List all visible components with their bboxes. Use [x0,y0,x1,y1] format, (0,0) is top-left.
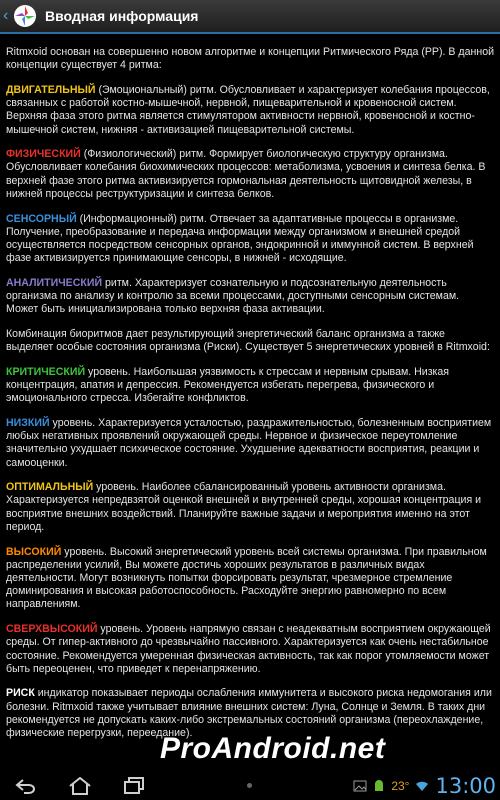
level-text: уровень. Наиболее сбалансированный уровень активности организма. Характеризуется непредвзятой оценкой внешней и внутренней среды, хорошая концентрация и восприятие внешних воздействий. Планируйте важные задачи и мероприятия именно на этот период. [6,481,482,533]
action-bar [0,0,500,34]
android-icon [373,779,385,793]
app-logo-icon[interactable] [13,4,37,28]
rhythm-sensory [6,213,494,266]
level-name: КРИТИЧЕСКИЙ [6,365,86,378]
risk-name: РИСК [6,687,35,700]
risk-text: индикатор показывает периоды ослабления иммунитета и высокого риска недомогания или болезни. Ritmxoid также учитывает влияние внешних систем: Луна, Солнце и Земля. В таких дни рекомендуется не допускать каких-либо экстремальных состояний организма (переохлаждение, физические перегрузки, переедание). [6,687,492,740]
info-content [6,46,494,752]
rhythm-text: (Эмоциональный) ритм. Обусловливает и характеризует колебания процессов, связанных с работой костно-мышечной, нервной, пищеварительной и кровеносной систем. Верхняя фаза этого ритма является стимулятором активности нервной, кровеносной и костно-мышечной систем, нижняя - активизацией пищеварительной системы. [6,83,490,136]
level-high [6,546,494,612]
home-icon[interactable] [62,774,98,798]
temperature: 23° [391,779,410,793]
rhythm-text: ритм. Характеризует сознательную и подсознательную деятельность организма по анализу и контролю за всеми процессами, доступными сенсорным системам. Может быть инициализирована только верхняя фаза активации. [6,276,460,316]
watermark: ProAndroid.net [160,732,386,765]
rhythm-name: ФИЗИЧЕСКИЙ [6,148,81,161]
level-text: уровень. Наибольшая уязвимость к стрессам и нервным срывам. Низкая концентрация, апатия и депрессия. Рекомендуется избегать перегрева, физического и эмоционального стресса. Избегайте конфликтов. [6,365,450,405]
level-text: уровень. Высокий энергетический уровень всей системы организма. При правильном распределении усилий, Вы можете достичь хороших результатов в различных видах деятельности. Могут возникнуть попытки форсировать результат, чрезмерное стремление доминирования и высокая работоспособность. Расходуйте энергию равномерно по всем направлениям. [6,545,487,611]
level-name: НИЗКИЙ [6,416,50,429]
recent-apps-icon[interactable] [116,774,152,798]
gallery-icon [353,780,367,792]
level-text: уровень. Характеризуется усталостью, раздражительностью, болезненным восприятием любых негативных проявлений окружающей среды. Нервное и физическое переутомление значительно ухудшает психическое состояние. Ухудшение адекватности восприятия, реакции и самооценки. [6,416,492,469]
rhythm-motor [6,84,494,137]
rhythm-physical [6,148,494,201]
intro-paragraph: Ritmxoid основан на совершенно новом алгоритме и концепции Ритмического Ряда (РР). В данной концепции существует 4 ритма: [6,46,494,72]
rhythm-analytic [6,277,494,317]
rhythm-name: СЕНСОРНЫЙ [6,212,77,225]
combination-paragraph: Комбинация биоритмов дает результирующий энергетический баланс организма а также выделяет особые состояния организма (Риски). Существует 5 энергетических уровней в Ritmxoid: [6,327,490,354]
up-chevron-icon[interactable]: ‹ [3,7,9,24]
rhythm-text: (Физиологический) ритм. Формирует биологическую структуру организма. Обусловливает колебания биохимических процессов: метаболизма, усвоения и синтеза белка. В верхней фазе этого ритма активизируется гормональная деятельность щитовидной железы, в нижней процессы реструктуризации и синтеза белков. [6,148,486,200]
level-low [6,417,494,470]
level-name: СВЕРХВЫСОКИЙ [6,623,98,636]
level-optimal [6,481,494,534]
level-superhigh [6,623,494,676]
rhythm-text: (Информационный) ритм. Отвечает за адаптативные процессы в организме. Получение, преобразование и передача информации между организмом и внешней средой осуществляется посредством сенсорных органов, эндокринной и иммунной систем. В верхней фазе активизируется принимающие сенсоры, в нижней - исходящие. [6,212,474,265]
level-name: ОПТИМАЛЬНЫЙ [6,481,94,494]
system-nav-bar [0,772,500,800]
page-title: Вводная информация [45,8,199,24]
status-area[interactable] [353,772,496,800]
rhythm-name: ДВИГАТЕЛЬНЫЙ [6,83,96,96]
back-icon[interactable] [8,774,44,798]
level-name: ВЫСОКИЙ [6,545,62,558]
clock: 13:00 [435,774,496,798]
level-critical [6,366,494,406]
page-indicator-dot [247,783,252,788]
rhythm-name: АНАЛИТИЧЕСКИЙ [6,276,103,289]
level-text: уровень. Уровень напрямую связан с неадекватным восприятием окружающей среды. От гипер-активного до чрезвычайно пассивного. Характеризуется как очень нестабильное состояние. Рекомендуется умеренная физическая активность, так как порог утомляемости может быть переоценен, что приведет к перенапряжению. [6,623,491,675]
wifi-icon [415,780,429,792]
